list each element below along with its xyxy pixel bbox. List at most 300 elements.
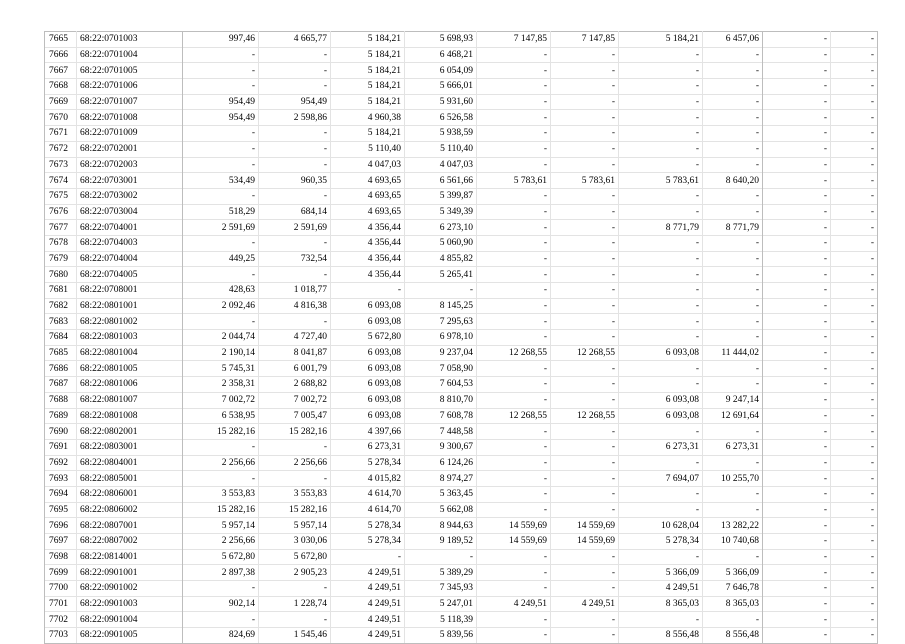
cell-row-id: 7672	[45, 141, 77, 157]
cell-value-10: -	[831, 94, 878, 110]
cell-value-8: 12 691,64	[703, 408, 763, 424]
cell-value-8: -	[703, 79, 763, 95]
cell-value-8: 10 255,70	[703, 471, 763, 487]
cell-value-3: 5 278,34	[331, 518, 405, 534]
cell-value-5: -	[477, 94, 551, 110]
cell-value-8: -	[703, 298, 763, 314]
cell-value-3: 5 184,21	[331, 32, 405, 48]
cell-cadastral-code: 68:22:0801003	[77, 330, 183, 346]
cell-value-7: 6 093,08	[619, 392, 703, 408]
cell-cadastral-code: 68:22:0801006	[77, 377, 183, 393]
cell-value-6: -	[551, 141, 619, 157]
cell-value-5: -	[477, 471, 551, 487]
cell-cadastral-code: 68:22:0801005	[77, 361, 183, 377]
cell-value-2: 2 905,23	[259, 565, 331, 581]
cell-row-id: 7700	[45, 581, 77, 597]
cell-value-5: 14 559,69	[477, 518, 551, 534]
cell-value-10: -	[831, 518, 878, 534]
cell-value-8: 6 273,31	[703, 439, 763, 455]
cell-value-9: -	[763, 157, 831, 173]
cell-value-5: -	[477, 126, 551, 142]
cell-value-7: -	[619, 267, 703, 283]
cell-value-5: 4 249,51	[477, 596, 551, 612]
cell-value-7: -	[619, 251, 703, 267]
cell-row-id: 7701	[45, 596, 77, 612]
cell-value-8: 10 740,68	[703, 534, 763, 550]
table-row	[45, 534, 878, 550]
table-row	[45, 330, 878, 346]
cell-value-9: -	[763, 314, 831, 330]
cell-value-5: -	[477, 188, 551, 204]
cell-value-6: -	[551, 455, 619, 471]
cell-value-3: 4 397,66	[331, 424, 405, 440]
cell-value-9: -	[763, 549, 831, 565]
cell-cadastral-code: 68:22:0702001	[77, 141, 183, 157]
cell-value-2: -	[259, 79, 331, 95]
cell-cadastral-code: 68:22:0704003	[77, 235, 183, 251]
cell-value-6: -	[551, 188, 619, 204]
cell-value-5: -	[477, 298, 551, 314]
cell-value-4: 6 526,58	[405, 110, 477, 126]
table-row	[45, 235, 878, 251]
cell-value-6: -	[551, 314, 619, 330]
cell-value-5: -	[477, 267, 551, 283]
cell-value-4: 6 561,66	[405, 173, 477, 189]
cell-value-3: 4 249,51	[331, 612, 405, 628]
cell-value-8: 8 771,79	[703, 220, 763, 236]
cell-value-8: 11 444,02	[703, 345, 763, 361]
cell-value-6: -	[551, 549, 619, 565]
cell-value-1: 2 092,46	[183, 298, 259, 314]
table-row	[45, 94, 878, 110]
cell-value-9: -	[763, 173, 831, 189]
cell-value-4: 5 931,60	[405, 94, 477, 110]
cell-value-2: -	[259, 47, 331, 63]
table-row	[45, 79, 878, 95]
cell-cadastral-code: 68:22:0806002	[77, 502, 183, 518]
cell-value-5: -	[477, 235, 551, 251]
cell-value-5: -	[477, 361, 551, 377]
cell-value-6: -	[551, 628, 619, 644]
cell-value-8: -	[703, 612, 763, 628]
cell-row-id: 7685	[45, 345, 77, 361]
cell-value-3: 4 693,65	[331, 204, 405, 220]
cell-value-7: -	[619, 141, 703, 157]
cell-value-7: -	[619, 424, 703, 440]
cell-value-6: -	[551, 251, 619, 267]
cell-cadastral-code: 68:22:0704005	[77, 267, 183, 283]
cell-value-9: -	[763, 439, 831, 455]
cell-value-6: -	[551, 283, 619, 299]
cell-value-6: 14 559,69	[551, 518, 619, 534]
cell-cadastral-code: 68:22:0708001	[77, 283, 183, 299]
cell-value-1: -	[183, 612, 259, 628]
cell-row-id: 7678	[45, 235, 77, 251]
cell-value-3: 4 249,51	[331, 628, 405, 644]
cell-value-1: 2 358,31	[183, 377, 259, 393]
cell-value-2: 5 957,14	[259, 518, 331, 534]
cell-value-7: 4 249,51	[619, 581, 703, 597]
cell-value-1: -	[183, 157, 259, 173]
cell-value-5: 5 783,61	[477, 173, 551, 189]
cell-value-1: 2 591,69	[183, 220, 259, 236]
cell-row-id: 7684	[45, 330, 77, 346]
cell-value-8: -	[703, 502, 763, 518]
cell-value-2: -	[259, 63, 331, 79]
cell-value-4: 8 810,70	[405, 392, 477, 408]
cell-value-3: 4 047,03	[331, 157, 405, 173]
cell-value-2: 2 591,69	[259, 220, 331, 236]
cell-value-6: 5 783,61	[551, 173, 619, 189]
table-row	[45, 204, 878, 220]
cell-value-5: -	[477, 439, 551, 455]
cell-value-9: -	[763, 408, 831, 424]
cell-value-7: 5 184,21	[619, 32, 703, 48]
cell-value-10: -	[831, 220, 878, 236]
cell-value-3: 6 093,08	[331, 392, 405, 408]
cell-row-id: 7673	[45, 157, 77, 173]
table-row	[45, 518, 878, 534]
cell-row-id: 7693	[45, 471, 77, 487]
cell-value-6: -	[551, 392, 619, 408]
cell-value-8: 5 366,09	[703, 565, 763, 581]
cell-value-7: -	[619, 549, 703, 565]
cell-value-4: 8 974,27	[405, 471, 477, 487]
cell-value-9: -	[763, 581, 831, 597]
table-row	[45, 126, 878, 142]
cell-cadastral-code: 68:22:0701004	[77, 47, 183, 63]
cell-value-9: -	[763, 534, 831, 550]
cell-value-2: 960,35	[259, 173, 331, 189]
cell-value-4: 5 666,01	[405, 79, 477, 95]
cell-value-10: -	[831, 612, 878, 628]
cell-value-4: 5 110,40	[405, 141, 477, 157]
cell-value-9: -	[763, 220, 831, 236]
cell-value-5: -	[477, 141, 551, 157]
cell-value-10: -	[831, 126, 878, 142]
cell-value-4: 8 944,63	[405, 518, 477, 534]
cell-value-2: 8 041,87	[259, 345, 331, 361]
cell-value-5: -	[477, 157, 551, 173]
cell-value-9: -	[763, 596, 831, 612]
cell-row-id: 7699	[45, 565, 77, 581]
cell-value-10: -	[831, 79, 878, 95]
cell-value-10: -	[831, 628, 878, 644]
cell-cadastral-code: 68:22:0703004	[77, 204, 183, 220]
table-row	[45, 63, 878, 79]
cell-value-2: 7 002,72	[259, 392, 331, 408]
cell-value-7: 8 365,03	[619, 596, 703, 612]
cell-row-id: 7665	[45, 32, 77, 48]
cell-value-7: -	[619, 188, 703, 204]
cell-value-10: -	[831, 392, 878, 408]
cell-value-10: -	[831, 251, 878, 267]
cell-value-10: -	[831, 63, 878, 79]
cell-value-10: -	[831, 439, 878, 455]
cell-value-3: 6 093,08	[331, 377, 405, 393]
cell-row-id: 7679	[45, 251, 77, 267]
cell-cadastral-code: 68:22:0807002	[77, 534, 183, 550]
cell-value-4: 5 698,93	[405, 32, 477, 48]
cell-value-9: -	[763, 126, 831, 142]
cadastral-value-table	[44, 31, 878, 644]
cell-value-2: -	[259, 314, 331, 330]
cell-value-2: -	[259, 235, 331, 251]
cell-value-6: -	[551, 267, 619, 283]
cell-value-4: 7 608,78	[405, 408, 477, 424]
cell-value-8: -	[703, 424, 763, 440]
cell-value-9: -	[763, 79, 831, 95]
cell-value-4: 7 604,53	[405, 377, 477, 393]
cell-value-5: -	[477, 314, 551, 330]
cell-value-6: -	[551, 220, 619, 236]
cell-value-8: 8 556,48	[703, 628, 763, 644]
cell-value-7: -	[619, 361, 703, 377]
cell-value-3: 4 249,51	[331, 596, 405, 612]
cell-value-2: 954,49	[259, 94, 331, 110]
cell-value-1: 2 044,74	[183, 330, 259, 346]
cell-value-8: 13 282,22	[703, 518, 763, 534]
cell-value-5: 14 559,69	[477, 534, 551, 550]
cell-value-2: 7 005,47	[259, 408, 331, 424]
cell-cadastral-code: 68:22:0804001	[77, 455, 183, 471]
cell-value-5: 12 268,55	[477, 345, 551, 361]
cell-value-1: -	[183, 267, 259, 283]
cell-value-10: -	[831, 534, 878, 550]
table-row	[45, 377, 878, 393]
cell-cadastral-code: 68:22:0701006	[77, 79, 183, 95]
cell-value-2: 684,14	[259, 204, 331, 220]
cell-value-8: 7 646,78	[703, 581, 763, 597]
cell-value-3: 6 093,08	[331, 408, 405, 424]
cell-row-id: 7671	[45, 126, 77, 142]
cell-value-7: -	[619, 486, 703, 502]
cell-value-8: -	[703, 141, 763, 157]
cell-value-5: -	[477, 377, 551, 393]
cell-value-4: 5 839,56	[405, 628, 477, 644]
cell-row-id: 7688	[45, 392, 77, 408]
cell-value-6: -	[551, 612, 619, 628]
cell-cadastral-code: 68:22:0901001	[77, 565, 183, 581]
cell-value-6: 7 147,85	[551, 32, 619, 48]
table-row	[45, 47, 878, 63]
cell-value-1: -	[183, 581, 259, 597]
cell-value-3: 4 356,44	[331, 235, 405, 251]
cell-value-3: 6 273,31	[331, 439, 405, 455]
cell-value-2: -	[259, 188, 331, 204]
cell-value-10: -	[831, 502, 878, 518]
cell-value-2: -	[259, 581, 331, 597]
cell-value-6: -	[551, 235, 619, 251]
cell-value-1: 534,49	[183, 173, 259, 189]
cell-value-5: -	[477, 392, 551, 408]
cell-cadastral-code: 68:22:0801002	[77, 314, 183, 330]
cell-value-1: 3 553,83	[183, 486, 259, 502]
table-row	[45, 502, 878, 518]
cell-value-3: 5 184,21	[331, 126, 405, 142]
cell-cadastral-code: 68:22:0701009	[77, 126, 183, 142]
cell-value-6: -	[551, 565, 619, 581]
cell-value-5: -	[477, 63, 551, 79]
cell-value-8: -	[703, 283, 763, 299]
cell-value-6: 14 559,69	[551, 534, 619, 550]
cell-value-7: -	[619, 47, 703, 63]
cell-row-id: 7695	[45, 502, 77, 518]
cell-row-id: 7686	[45, 361, 77, 377]
cell-value-9: -	[763, 251, 831, 267]
cell-value-5: -	[477, 628, 551, 644]
cell-value-3: 5 672,80	[331, 330, 405, 346]
cell-value-7: 6 093,08	[619, 408, 703, 424]
cell-row-id: 7694	[45, 486, 77, 502]
cell-value-7: -	[619, 377, 703, 393]
cell-value-6: -	[551, 361, 619, 377]
cell-row-id: 7677	[45, 220, 77, 236]
cell-value-8: -	[703, 330, 763, 346]
cell-value-9: -	[763, 377, 831, 393]
cell-value-1: 997,46	[183, 32, 259, 48]
cell-value-1: -	[183, 63, 259, 79]
cell-row-id: 7691	[45, 439, 77, 455]
cell-value-1: -	[183, 47, 259, 63]
cell-value-3: 4 249,51	[331, 581, 405, 597]
cell-cadastral-code: 68:22:0701008	[77, 110, 183, 126]
cell-value-6: -	[551, 581, 619, 597]
cell-value-10: -	[831, 330, 878, 346]
cell-value-9: -	[763, 612, 831, 628]
cell-value-6: -	[551, 157, 619, 173]
cell-value-5: -	[477, 110, 551, 126]
cell-value-9: -	[763, 267, 831, 283]
cell-value-3: 4 249,51	[331, 565, 405, 581]
cell-value-2: -	[259, 141, 331, 157]
cell-value-10: -	[831, 235, 878, 251]
cell-value-4: 5 399,87	[405, 188, 477, 204]
table-row	[45, 439, 878, 455]
table-row	[45, 345, 878, 361]
cell-value-6: -	[551, 424, 619, 440]
cell-value-8: -	[703, 157, 763, 173]
cell-value-5: -	[477, 581, 551, 597]
cell-value-10: -	[831, 486, 878, 502]
cell-value-2: -	[259, 126, 331, 142]
cell-value-8: 9 247,14	[703, 392, 763, 408]
cell-value-6: 12 268,55	[551, 345, 619, 361]
cell-value-6: -	[551, 298, 619, 314]
cell-value-3: 4 356,44	[331, 220, 405, 236]
cell-value-8: -	[703, 267, 763, 283]
cell-value-1: 518,29	[183, 204, 259, 220]
cell-value-7: -	[619, 612, 703, 628]
cell-value-10: -	[831, 565, 878, 581]
cell-value-7: -	[619, 314, 703, 330]
cell-cadastral-code: 68:22:0801001	[77, 298, 183, 314]
cell-value-9: -	[763, 235, 831, 251]
cell-value-10: -	[831, 424, 878, 440]
cell-value-10: -	[831, 173, 878, 189]
cell-value-9: -	[763, 361, 831, 377]
cell-cadastral-code: 68:22:0703002	[77, 188, 183, 204]
cell-value-10: -	[831, 283, 878, 299]
cell-value-3: 4 356,44	[331, 267, 405, 283]
cell-value-9: -	[763, 63, 831, 79]
cell-value-1: 2 897,38	[183, 565, 259, 581]
cell-value-1: 449,25	[183, 251, 259, 267]
table-row	[45, 549, 878, 565]
cell-cadastral-code: 68:22:0814001	[77, 549, 183, 565]
cell-value-7: 7 694,07	[619, 471, 703, 487]
cell-value-9: -	[763, 392, 831, 408]
cell-value-4: 5 060,90	[405, 235, 477, 251]
cell-value-2: 2 256,66	[259, 455, 331, 471]
cell-value-10: -	[831, 314, 878, 330]
cell-value-7: 8 556,48	[619, 628, 703, 644]
cell-value-8: -	[703, 314, 763, 330]
table-row	[45, 424, 878, 440]
cell-value-4: 4 855,82	[405, 251, 477, 267]
cell-row-id: 7703	[45, 628, 77, 644]
cell-value-2: 1 018,77	[259, 283, 331, 299]
cell-value-5: 12 268,55	[477, 408, 551, 424]
cell-value-2: 15 282,16	[259, 424, 331, 440]
cell-value-4: 6 978,10	[405, 330, 477, 346]
cell-value-8: -	[703, 235, 763, 251]
cell-row-id: 7692	[45, 455, 77, 471]
cell-value-4: 5 265,41	[405, 267, 477, 283]
cell-value-5: -	[477, 502, 551, 518]
cell-value-1: 15 282,16	[183, 424, 259, 440]
cell-value-7: 5 278,34	[619, 534, 703, 550]
cell-row-id: 7670	[45, 110, 77, 126]
table-row	[45, 298, 878, 314]
cell-value-7: -	[619, 330, 703, 346]
cell-value-1: 2 256,66	[183, 455, 259, 471]
cell-value-6: -	[551, 79, 619, 95]
cell-value-6: -	[551, 502, 619, 518]
table-row	[45, 392, 878, 408]
cell-value-1: -	[183, 314, 259, 330]
cell-value-1: -	[183, 471, 259, 487]
cell-row-id: 7696	[45, 518, 77, 534]
cell-value-6: 12 268,55	[551, 408, 619, 424]
cell-value-9: -	[763, 502, 831, 518]
cell-value-1: 5 672,80	[183, 549, 259, 565]
cell-value-9: -	[763, 204, 831, 220]
cell-value-9: -	[763, 565, 831, 581]
table-row	[45, 361, 878, 377]
cell-value-6: -	[551, 439, 619, 455]
cell-value-10: -	[831, 581, 878, 597]
cell-row-id: 7698	[45, 549, 77, 565]
cell-value-4: 7 345,93	[405, 581, 477, 597]
cell-value-5: -	[477, 204, 551, 220]
cell-value-9: -	[763, 298, 831, 314]
cell-row-id: 7683	[45, 314, 77, 330]
cell-cadastral-code: 68:22:0901004	[77, 612, 183, 628]
cell-value-8: 8 365,03	[703, 596, 763, 612]
cell-value-7: 8 771,79	[619, 220, 703, 236]
cell-value-7: -	[619, 94, 703, 110]
cell-value-5: -	[477, 47, 551, 63]
cell-value-8: -	[703, 251, 763, 267]
cell-row-id: 7680	[45, 267, 77, 283]
cell-row-id: 7668	[45, 79, 77, 95]
cell-value-3: 5 184,21	[331, 63, 405, 79]
cell-value-3: 5 184,21	[331, 79, 405, 95]
cell-value-6: -	[551, 486, 619, 502]
cell-value-4: 4 047,03	[405, 157, 477, 173]
cell-value-1: -	[183, 439, 259, 455]
